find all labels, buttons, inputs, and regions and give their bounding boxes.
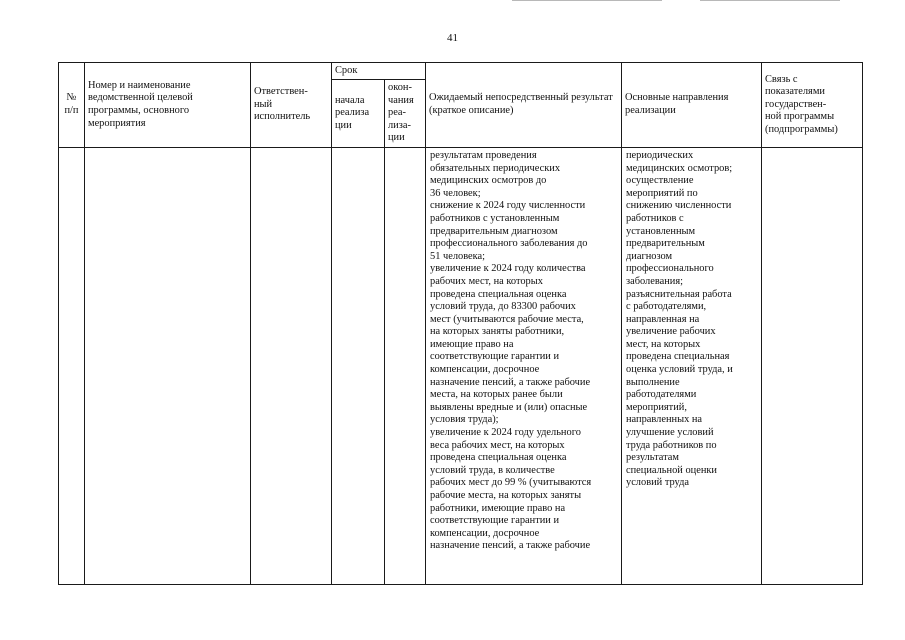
header-term-group-text: Срок (335, 65, 358, 76)
header-directions-text: Основные направления реализации (625, 92, 729, 116)
header-term-start (332, 80, 385, 148)
cell-result-text: результатам проведения обязательных периодических медицинских осмотров до 36 человек; снижение к 2024 году численности работников с установленным предварительным диагнозом профессионального заболевания до 51 человека; увеличение к 2024 году количества рабочих мест, на которых проведена специальная оценка условий труда, до 83300 рабочих мест (учитываются рабочие места, на которых заняты работники, имеющие право на соответствующие гарантии и компенсации, досрочное назначение пенсий, а также рабочие места, на которых ранее были выявлены вредные и (или) опасные условия труда); увеличение к 2024 году удельного веса рабочих мест, на которых проведена специальная оценка условий труда, в количестве рабочих мест до 99 % (учитываются рабочие места, на которых заняты работники, имеющие право на соответствующие гарантии и компенсации, досрочное назначение пенсий, а также рабочие (430, 149, 592, 552)
header-executor-text: Ответствен- ный исполнитель (254, 86, 311, 123)
scan-edge-line (700, 0, 840, 1)
header-term-start-text: начала реализа ции (335, 94, 370, 131)
header-program-text: Номер и наименование ведомственной целевой программы, основного мероприятия (88, 79, 193, 129)
cell-num (59, 147, 85, 584)
header-num (59, 63, 85, 148)
cell-program (85, 147, 251, 584)
header-result (426, 63, 622, 148)
cell-executor (251, 147, 332, 584)
cell-term-end (385, 147, 426, 584)
header-result-text: Ожидаемый непосредственный результат (краткое описание) (429, 92, 613, 116)
cell-result (426, 147, 622, 584)
cell-term-start (332, 147, 385, 584)
table-row (59, 147, 863, 584)
cell-directions-text: периодических медицинских осмотров; осуществление мероприятий по снижению численности работников с установленным предварительным диагнозом профессионального заболевания; разъяснительная работа с работодателями, направленная на увеличение рабочих мест, на которых проведена специальная оценка условий труда, и выполнение работодателями мероприятий, направленных на улучшение условий труда работников по результатам специальной оценки условий труда (626, 149, 733, 489)
program-table (58, 62, 863, 585)
scan-edge-line (512, 0, 662, 1)
table-header-row (59, 63, 863, 80)
cell-directions (622, 147, 762, 584)
header-term-group (332, 63, 426, 80)
header-program (85, 63, 251, 148)
header-link-text: Связь с показателями государствен- ной программы (подпрограммы) (765, 73, 838, 135)
header-term-end-text: окон- чания реа- лиза- ции (388, 82, 414, 144)
header-directions (622, 63, 762, 148)
header-executor (251, 63, 332, 148)
header-num-text: № п/п (64, 92, 79, 116)
page-number: 41 (447, 32, 458, 44)
header-link (762, 63, 863, 148)
cell-link (762, 147, 863, 584)
header-term-end (385, 80, 426, 148)
